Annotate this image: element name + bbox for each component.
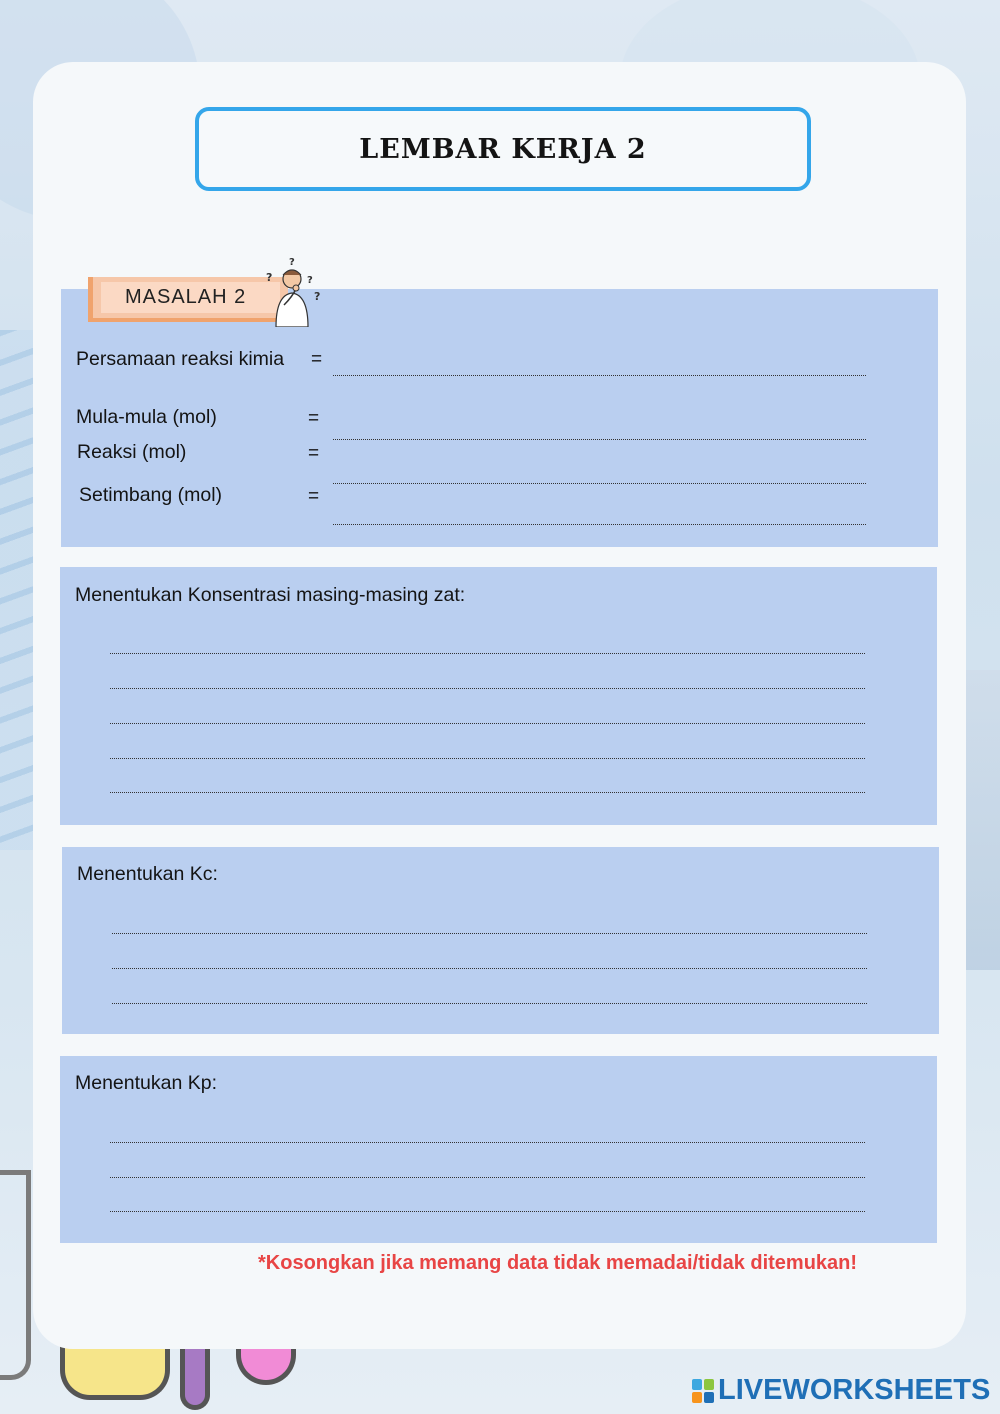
title-box (195, 107, 811, 191)
problem-tag-label: MASALAH 2 (101, 282, 280, 313)
equilibrium-mol-equals: = (308, 486, 320, 507)
equilibrium-mol-answer-line[interactable] (333, 524, 866, 525)
initial-mol-equals: = (308, 408, 320, 429)
equilibrium-mol-label: Setimbang (mol) (79, 484, 223, 506)
initial-mol-answer-line[interactable] (333, 439, 866, 440)
concentration-answer-line-5[interactable] (110, 792, 865, 793)
svg-text:?: ? (307, 275, 313, 286)
worksheet-title: LEMBAR KERJA 2 (359, 133, 647, 165)
kc-label: Menentukan Kc: (77, 863, 218, 885)
equation-label: Persamaan reaksi kimia (76, 348, 285, 370)
kp-answer-line-2[interactable] (110, 1177, 865, 1178)
liveworksheets-logo-icon (692, 1379, 714, 1403)
equation-answer-line[interactable] (333, 375, 866, 376)
kp-label: Menentukan Kp: (75, 1072, 218, 1094)
concentration-answer-line-1[interactable] (110, 653, 865, 654)
reaction-mol-answer-line[interactable] (333, 483, 866, 484)
reaction-mol-label: Reaksi (mol) (77, 441, 187, 463)
kc-answer-line-2[interactable] (112, 968, 867, 969)
kc-answer-line-1[interactable] (112, 933, 867, 934)
flask-decoration (236, 1345, 296, 1385)
kp-answer-line-3[interactable] (110, 1211, 865, 1212)
problem-tag (88, 277, 288, 322)
instruction-note: *Kosongkan jika memang data tidak memadai/tidak ditemukan! (258, 1252, 858, 1274)
svg-text:?: ? (314, 290, 321, 303)
kp-answer-line-1[interactable] (110, 1142, 865, 1143)
liveworksheets-brand[interactable] (692, 1374, 990, 1407)
concentration-label: Menentukan Konsentrasi masing-masing zat: (75, 584, 466, 606)
concentration-answer-line-2[interactable] (110, 688, 865, 689)
reaction-mol-equals: = (308, 443, 320, 464)
concentration-answer-line-4[interactable] (110, 758, 865, 759)
svg-text:?: ? (266, 271, 273, 284)
lab-equipment-decoration (966, 670, 1000, 970)
concentration-answer-line-3[interactable] (110, 723, 865, 724)
kc-answer-line-3[interactable] (112, 1003, 867, 1004)
brand-text: LIVEWORKSHEETS (718, 1374, 991, 1406)
flask-decoration (0, 1170, 31, 1380)
initial-mol-label: Mula-mula (mol) (76, 406, 217, 428)
flask-decoration (60, 1345, 170, 1400)
svg-text:?: ? (289, 257, 295, 268)
test-tube-decoration (180, 1345, 210, 1410)
thinking-person-icon (262, 255, 324, 327)
equation-equals: = (311, 349, 323, 370)
